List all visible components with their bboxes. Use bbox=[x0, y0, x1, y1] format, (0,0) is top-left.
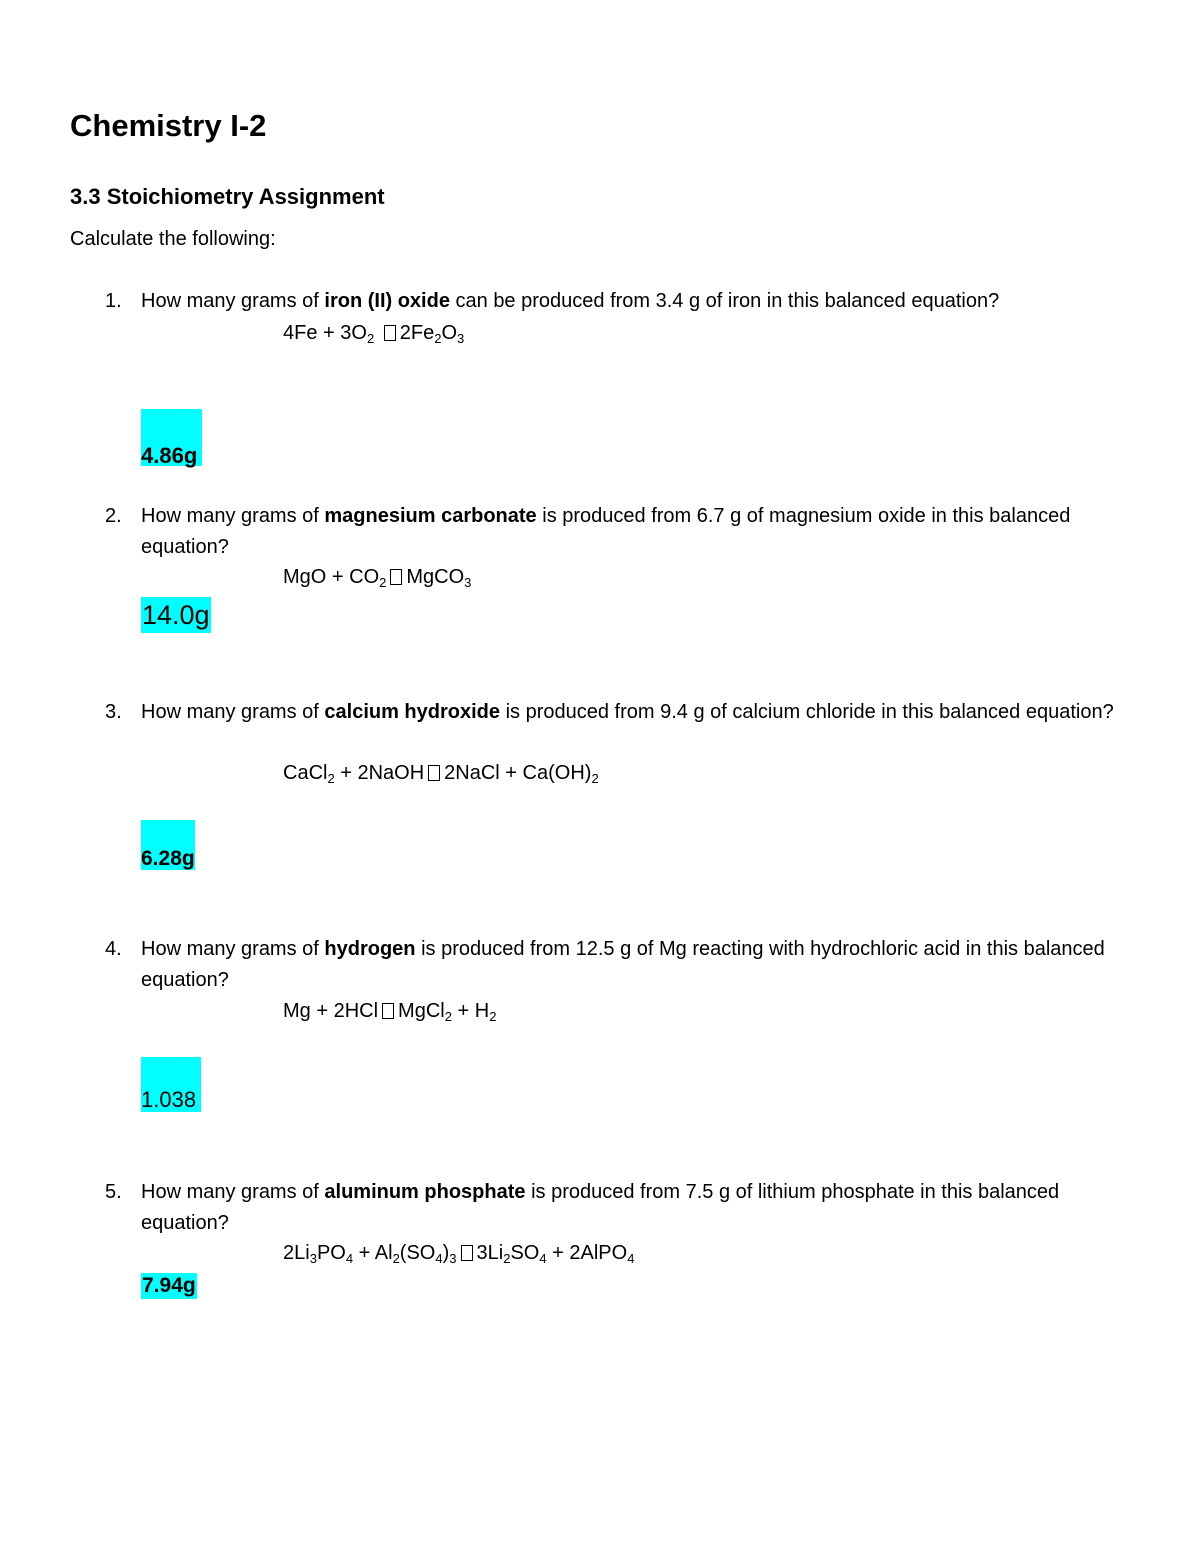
answer-4: 1.038 bbox=[141, 1057, 201, 1112]
answer-5: 7.94g bbox=[142, 1274, 196, 1297]
instruction-text: Calculate the following: bbox=[70, 228, 276, 250]
question-number: 5. bbox=[105, 1181, 122, 1203]
missing-glyph-arrow-icon bbox=[461, 1245, 473, 1261]
question-text: How many grams of aluminum phosphate is produced from 7.5 g of lithium phosphate in this balanced equation? bbox=[141, 1181, 1060, 1234]
question-3 bbox=[105, 697, 1145, 728]
equation-1: $4Fe + 3O_2$ $2Fe_2O_3$ bbox=[283, 322, 465, 346]
question-keyword: calcium hydroxide bbox=[324, 701, 501, 723]
document-title: Chemistry I-2 bbox=[70, 108, 267, 143]
answer-2: 14.0g bbox=[141, 597, 211, 633]
question-text: How many grams of iron (II) oxide can be produced from 3.4 g of iron in this balanced equation? bbox=[141, 290, 1000, 312]
equation-2: MgO + $CO_2$ MgCO$_3$ bbox=[283, 566, 472, 590]
question-number: 2. bbox=[105, 505, 122, 527]
question-keyword: magnesium carbonate bbox=[324, 505, 537, 527]
equation-5: $2Li_3PO_4 + Al_2(SO_4)_3$ $3Li_2SO_4$ + 2AlPO$_4$ bbox=[283, 1242, 635, 1266]
question-number: 4. bbox=[105, 938, 122, 960]
question-text: How many grams of magnesium carbonate is produced from 6.7 g of magnesium oxide in this balanced equation? bbox=[141, 505, 1071, 558]
missing-glyph-arrow-icon bbox=[384, 325, 396, 341]
answer-3: 6.28g bbox=[141, 820, 195, 870]
question-1 bbox=[105, 286, 1145, 317]
answer-1: 4.86g bbox=[141, 409, 202, 466]
question-keyword: hydrogen bbox=[324, 938, 416, 960]
question-number: 3. bbox=[105, 701, 122, 723]
equation-3: CaCl$_2$ + 2NaOH 2NaCl + $Ca(OH)_2$ bbox=[283, 762, 599, 786]
question-text: How many grams of calcium hydroxide is produced from 9.4 g of calcium chloride in this balanced equation? bbox=[141, 701, 1114, 723]
missing-glyph-arrow-icon bbox=[382, 1003, 394, 1019]
equation-4: Mg + 2HCl MgCl$_2$ + $H_2$ bbox=[283, 1000, 497, 1024]
missing-glyph-arrow-icon bbox=[428, 765, 440, 781]
question-number: 1. bbox=[105, 290, 122, 312]
question-keyword: aluminum phosphate bbox=[324, 1181, 526, 1203]
assignment-subtitle: 3.3 Stoichiometry Assignment bbox=[70, 184, 385, 209]
question-2 bbox=[105, 501, 1145, 563]
question-keyword: iron (II) oxide bbox=[324, 290, 450, 312]
question-5 bbox=[105, 1177, 1145, 1239]
question-4 bbox=[105, 934, 1145, 996]
missing-glyph-arrow-icon bbox=[390, 569, 402, 585]
question-text: How many grams of hydrogen is produced from 12.5 g of Mg reacting with hydrochloric acid in this balanced equation? bbox=[141, 938, 1105, 991]
